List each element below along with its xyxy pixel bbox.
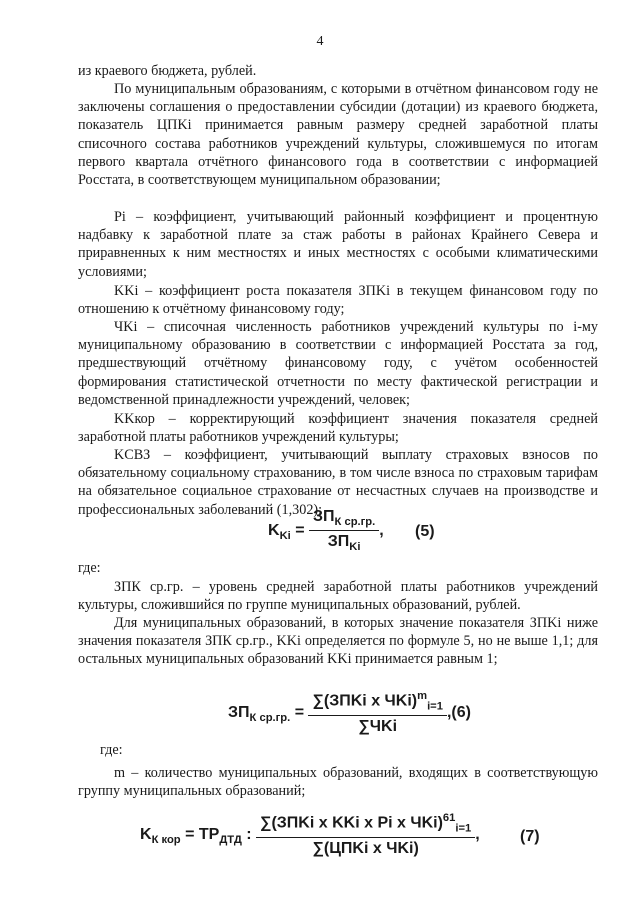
paragraph-6: KKкор – корректирующий коэффициент значения показателя средней заработной платы работников учреждений культуры; [78, 411, 598, 446]
paragraph-3: Pi – коэффициент, учитывающий районный коэффициент и процентную надбавку к заработной плате за стаж работы в районах Крайнего Севера и приравненных к ним местностях и иных местностях с особыми климатическими условиями; [78, 209, 598, 280]
formula-5-lhs: $K_{Ki}$ [268, 521, 291, 543]
paragraph-1: из краевого бюджета, рублей. [78, 63, 257, 79]
formula-7-lhs: $K_{К кор}$ [140, 826, 181, 847]
where-label-1: где: [78, 560, 101, 576]
paragraph-8: ЗПК ср.гр. – уровень средней заработной платы работников учреждений культуры, сложившийся по группе муниципальных образований, рублей. [78, 579, 598, 614]
paragraph-7: KСВЗ – коэффициент, учитывающий выплату страховых взносов по обязательному социальному страхованию, в том числе взноса по страховым тарифам на обязательное социальное страхование от несчастных случаев на производстве и профессиональных заболеваний (1,302); [78, 447, 598, 518]
page-number: 4 [316, 34, 324, 49]
formula-5-number: (5) [415, 523, 435, 540]
paragraph-5: ЧKi – списочная численность работников учреждений культуры по i-му муниципальному образованию в соответствии с информацией Росстата за год, предшествующий отчётному финансовому году, с учётом особенностей формирования статистической отчетности по месту фактической регистрации и ведомственной принадлежности учреждений, человек; [78, 319, 598, 408]
paragraph-10: m – количество муниципальных образований, входящих в соответствующую группу муниципальных образований; [78, 765, 598, 800]
formula-6-lhs: $ЗП_{К ср.гр.}$ [228, 704, 291, 725]
paragraph-4: KKi – коэффициент роста показателя ЗПKi в текущем финансовом году по отношению к отчётному финансовому году; [78, 283, 598, 318]
formula-7-number: (7) [520, 828, 540, 845]
formula-7: $K_{К кор} = ТР_{ДТД}$ : $\frac{\sum(ЗПKi x KKi x Pi x ЧKi)^{61}_{i=1}}{\text{∑(ЦПKi x ЧKi)}}$ , [140, 812, 480, 857]
paragraph-2: По муниципальным образованиям, с которыми в отчётном финансовом году не заключены соглашения о предоставлении субсидии (дотации) из краевого бюджета, показатель ЦПKi принимается равным размеру средней заработной платы списочного состава работников учреждений культуры, сложившемуся по итогам первого квартала отчётного финансового года в соответствии с информацией Росстата, в соответствующем муниципальном образовании; [78, 81, 598, 189]
formula-6: $ЗП_{К ср.гр.}$ = $\frac{\sum(ЗПKi x ЧKi)^m_{i=1}}{\text{∑ЧKi}}$ ,(6) [228, 690, 471, 735]
formula-5: $K_{Ki}$ = $\frac{ЗП_{К ср.гр.}}{ЗП_{Ki}}$ , [268, 508, 384, 554]
where-label-2: где: [100, 742, 123, 758]
formula-6-fraction: $\frac{\sum(ЗПKi x ЧKi)^m_{i=1}}{\text{∑ЧKi}}$ [308, 690, 446, 736]
formula-5-fraction: $\frac{ЗП_{К ср.гр.}}{ЗП_{Ki}}$ [309, 508, 379, 553]
formula-7-fraction: $\frac{\sum(ЗПKi x KKi x Pi x ЧKi)^{61}_{i=1}}{\text{∑(ЦПKi x ЧKi)}}$ [256, 812, 475, 858]
paragraph-9: Для муниципальных образований, в которых значение показателя ЗПKi ниже значения показателя ЗПК ср.гр., KKi определяется по формуле 5, но не выше 1,1; для остальных муниципальных образований KKi принимается равным 1; [78, 615, 598, 668]
